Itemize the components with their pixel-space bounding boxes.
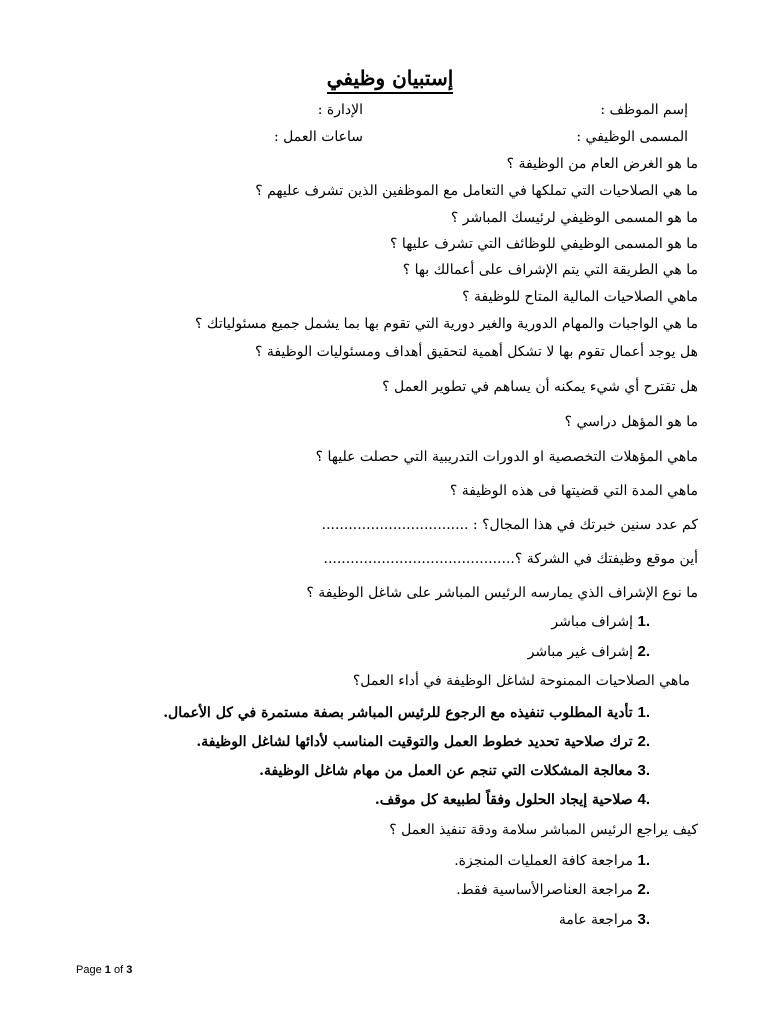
- supervision-option: [528, 642, 650, 662]
- option-number: 1.: [637, 613, 650, 630]
- question-item: كم عدد سنين خبرتك في هذا المجال؟ : .................................: [321, 517, 698, 533]
- question-item: هل يوجد أعمال تقوم بها لا تشكل أهمية لتحقيق أهداف ومسئوليات الوظيفة ؟: [254, 344, 698, 360]
- question-item: ما هي الواجبات والمهام الدورية والغير دورية التي تقوم بها بما يشمل جميع مسئولياتك ؟: [195, 316, 698, 332]
- question-item: أين موقع وظيفتك في الشركة ؟...........................................: [323, 551, 698, 567]
- question-item: ما هو المسمى الوظيفي لرئيسك المباشر ؟: [450, 210, 698, 226]
- option-number: 2.: [637, 881, 650, 898]
- job-title-label: المسمى الوظيفي :: [576, 129, 688, 145]
- supervision-question: ما نوع الإشراف الذي يمارسه الرئيس المباشر على شاغل الوظيفة ؟: [306, 585, 698, 601]
- option-number: 3.: [637, 762, 650, 779]
- option-text: إشراف غير مباشر: [527, 644, 634, 660]
- option-number: 2.: [637, 733, 650, 750]
- option-text: تأدية المطلوب تنفيذه مع الرجوع للرئيس المباشر بصفة مستمرة في كل الأعمال.: [163, 705, 633, 721]
- page-number-footer: [76, 964, 132, 976]
- question-item: ماهي الصلاحيات المالية المتاح للوظيفة ؟: [462, 289, 698, 305]
- authority-option: [196, 732, 650, 752]
- question-item: هل تقترح أي شيء يمكنه أن يساهم في تطوير العمل ؟: [382, 379, 698, 395]
- review-option: [559, 910, 650, 930]
- option-text: مراجعة العناصرالأساسية فقط.: [456, 882, 634, 898]
- authority-option: [375, 790, 650, 810]
- option-text: مراجعة عامة: [558, 912, 634, 928]
- question-item: ما هو المسمى الوظيفي للوظائف التي تشرف عليها ؟: [390, 236, 698, 252]
- question-item: ما هي الطريقة التي يتم الإشراف على أعمالك بها ؟: [402, 262, 698, 278]
- question-item: ما هي الصلاحيات التي تملكها في التعامل مع الموظفين الذين تشرف عليهم ؟: [255, 183, 698, 199]
- option-number: 3.: [637, 911, 650, 928]
- option-text: ترك صلاحية تحديد خطوط العمل والتوقيت المناسب لأدائها لشاغل الوظيفة.: [196, 734, 633, 750]
- work-hours-label: ساعات العمل :: [273, 129, 363, 145]
- supervision-option: [551, 612, 650, 632]
- option-text: صلاحية إيجاد الحلول وفقاً لطبيعة كل موقف.: [374, 792, 633, 808]
- authority-option: [259, 761, 650, 781]
- authority-option: [163, 703, 650, 723]
- option-number: 1.: [637, 852, 650, 869]
- question-item: ما هو المؤهل دراسي ؟: [564, 414, 698, 430]
- review-option: [456, 880, 650, 900]
- page-title: إستبيان وظيفي: [300, 66, 480, 90]
- employee-name-label: إسم الموظف :: [600, 102, 688, 118]
- option-number: 1.: [637, 704, 650, 721]
- footer-page-word: Page: [76, 964, 102, 976]
- footer-total-pages: 3: [126, 964, 133, 976]
- authority-question: ماهي الصلاحيات الممنوحة لشاغل الوظيفة في أداء العمل؟: [352, 673, 690, 689]
- department-label: الإدارة :: [317, 102, 363, 118]
- question-item: ما هو الغرض العام من الوظيفة ؟: [506, 156, 698, 172]
- footer-current-page: 1: [104, 964, 111, 976]
- footer-of-word: of: [113, 964, 124, 976]
- option-text: مراجعة كافة العمليات المنجزة.: [454, 853, 634, 869]
- option-text: إشراف مباشر: [551, 614, 634, 630]
- option-number: 4.: [637, 791, 650, 808]
- review-question: كيف يراجع الرئيس المباشر سلامة ودقة تنفيذ العمل ؟: [389, 822, 698, 838]
- question-item: ماهي المدة التي قضيتها فى هذه الوظيفة ؟: [449, 483, 698, 499]
- question-item: ماهي المؤهلات التخصصية او الدورات التدريبية التي حصلت عليها ؟: [315, 449, 698, 465]
- option-text: معالجة المشكلات التي تنجم عن العمل من مهام شاغل الوظيفة.: [259, 763, 633, 779]
- option-number: 2.: [637, 643, 650, 660]
- review-option: [454, 851, 650, 871]
